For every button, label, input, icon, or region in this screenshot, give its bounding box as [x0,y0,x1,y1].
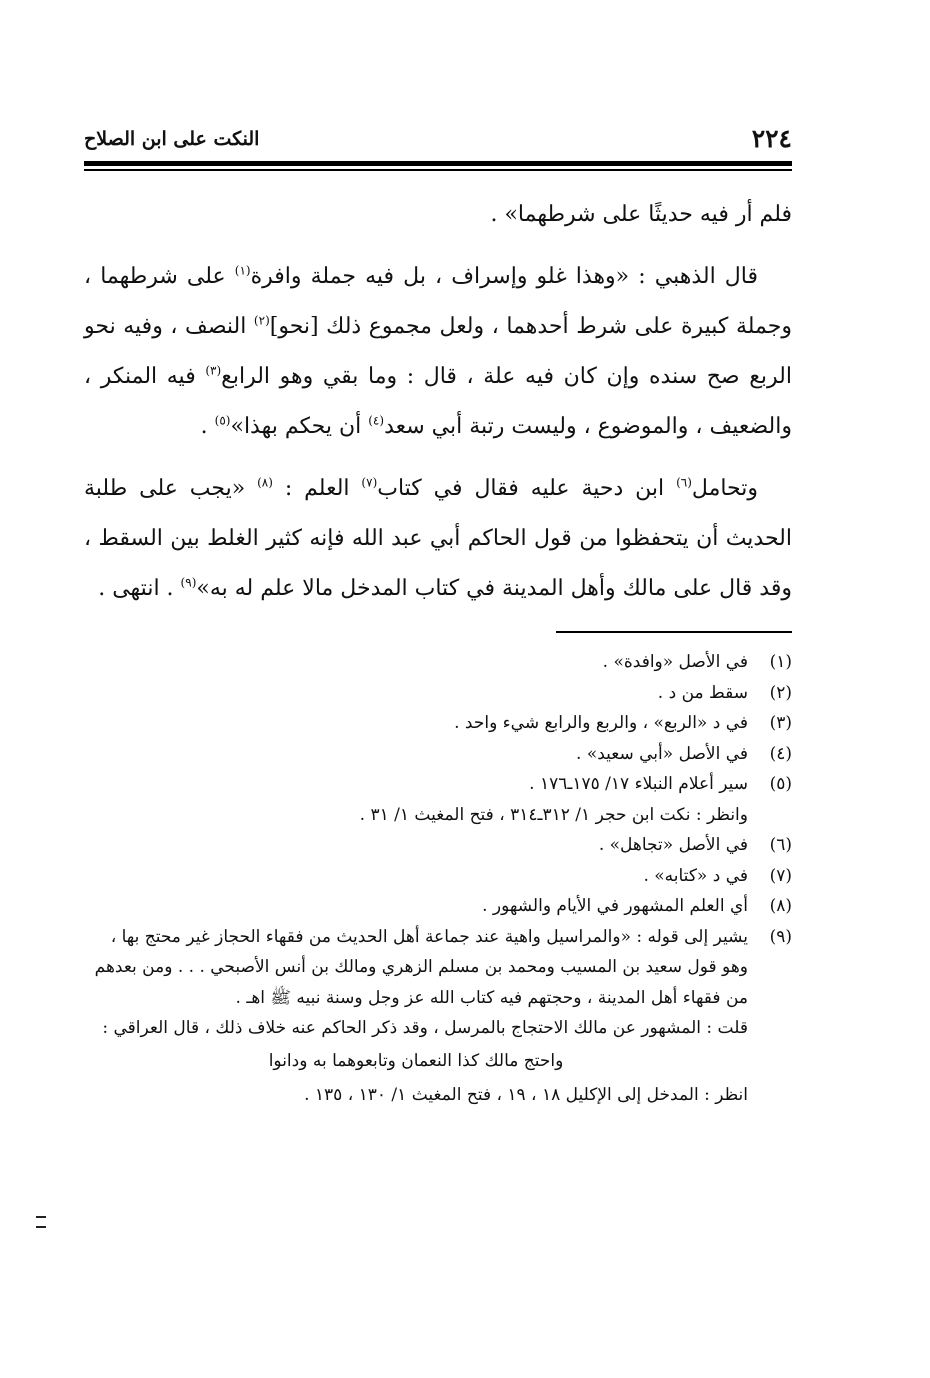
main-text [84,190,792,626]
footnote-ref-1[interactable]: (١) [234,263,251,278]
paragraph-2-text: النصف ، وفيه نحو الربع صح سنده وإن كان فيه علة ، قال : وما بقي وهو الرابع [84,314,792,389]
paragraph-2-text: فيه المنكر ، والضعيف ، والموضوع ، وليست رتبة أبي سعد [84,364,792,439]
footnote-5 [84,769,792,830]
paragraph-3-text: العلم : [272,476,362,501]
footnote-text: قلت : المشهور عن مالك الاحتجاج بالمرسل ، وقد ذكر الحاكم عنه خلاف ذلك ، قال العراقي : [102,1018,748,1038]
paragraph-2-text: على شرطهما ، وجملة كبيرة على شرط أحدهما ، ولعل مجموع ذلك [نحو] [84,264,792,339]
paragraph-1 [84,190,792,240]
paragraph-2-text: أن يحكم بهذا» [230,414,369,439]
paragraph-2 [84,252,792,452]
footnote-9 [84,922,792,1111]
footnote-7 [84,861,792,892]
header-rule-thick [84,161,792,166]
footnote-text: في الأصل «وافدة» . [602,652,748,672]
page-number: ٢٢٤ [751,124,792,153]
footnote-number: (٨) [769,896,792,916]
footnote-text: في د «الربع» ، والربع والرابع شيء واحد . [454,713,748,733]
paragraph-1-text: فلم أر فيه حديثًا على شرطهما» . [490,202,792,227]
paragraph-3-text: «يجب على طلبة الحديث أن يتحفظوا من قول الحاكم أبي عبد الله فإنه كثير الغلط بين السقط ، وقد قال على مالك وأهل المدينة في كتاب المدخل مالا علم له به» [84,476,792,601]
footnote-verse: واحتج مالك كذا النعمان وتابعوهما به ودانوا [268,1050,564,1071]
footnote-number: (١) [769,652,792,672]
footnote-number: (٢) [769,682,792,703]
footnotes-list [84,647,792,1111]
footnote-number: (٤) [769,743,792,764]
paragraph-3 [84,464,792,614]
footnote-8 [84,891,792,922]
footnote-text: في د «كتابه» . [643,865,748,886]
footnote-subtext: وانظر : نكت ابن حجر ١/ ٣١٢ـ٣١٤ ، فتح المغيث ١/ ٣١ . [359,804,748,825]
footnote-number: (٦) [769,835,792,855]
footnote-text: انظر : المدخل إلى الإكليل ١٨ ، ١٩ ، فتح المغيث ١/ ١٣٠ ، ١٣٥ . [304,1085,748,1105]
footnote-text: يشير إلى قوله : «والمراسيل واهية عند جماعة أهل الحديث من فقهاء الحجاز غير محتج بها ، وهو قول سعيد بن المسيب ومحمد بن مسلم الزهري ومالك بن أنس الأصبحي . . . ومن بعدهم من فقهاء أهل المدينة ، وحجتهم فيه كتاب الله عز وجل وسنة نبيه ﷺ اهـ . [94,926,748,1008]
footnote-text: سقط من د . [657,682,748,703]
page-header [84,124,792,154]
running-title: النكت على ابن الصلاح [84,128,260,150]
footnote-ref-8[interactable]: (٨) [257,475,273,490]
paragraph-3-text: وتحامل [691,476,759,501]
footnote-ref-5[interactable]: (٥) [214,413,231,428]
margin-mark [36,1216,46,1228]
footnote-6 [84,830,792,861]
footnote-1 [84,647,792,678]
footnote-number: (٧) [769,865,792,886]
header-rule-thin [84,169,792,171]
footnote-number: (٩) [769,926,792,947]
footnote-separator [556,631,792,633]
footnote-2 [84,678,792,709]
footnote-ref-9[interactable]: (٩) [180,575,197,590]
paragraph-2-text: قال الذهبي : «وهذا غلو وإسراف ، بل فيه جملة وافرة [250,264,758,289]
footnote-text: سير أعلام النبلاء ١٧/ ١٧٥ـ١٧٦ . [529,774,748,794]
footnote-ref-4[interactable]: (٤) [368,413,385,428]
paragraph-3-text: . انتهى . [98,576,181,601]
footnote-number: (٣) [769,713,792,733]
footnote-ref-2[interactable]: (٢) [253,313,270,328]
paragraph-2-text: . [200,414,215,439]
paragraph-3-text: ابن دحية عليه فقال في كتاب [377,476,677,501]
footnote-3 [84,708,792,739]
footnote-ref-3[interactable]: (٣) [205,363,222,378]
footnote-number: (٥) [769,774,792,794]
footnote-text: أي العلم المشهور في الأيام والشهور . [482,896,748,916]
footnote-text: في الأصل «أبي سعيد» . [576,743,748,764]
footnote-ref-7[interactable]: (٧) [361,475,378,490]
footnote-text: في الأصل «تجاهل» . [598,835,748,855]
footnote-4 [84,739,792,770]
footnote-ref-6[interactable]: (٦) [676,475,692,490]
